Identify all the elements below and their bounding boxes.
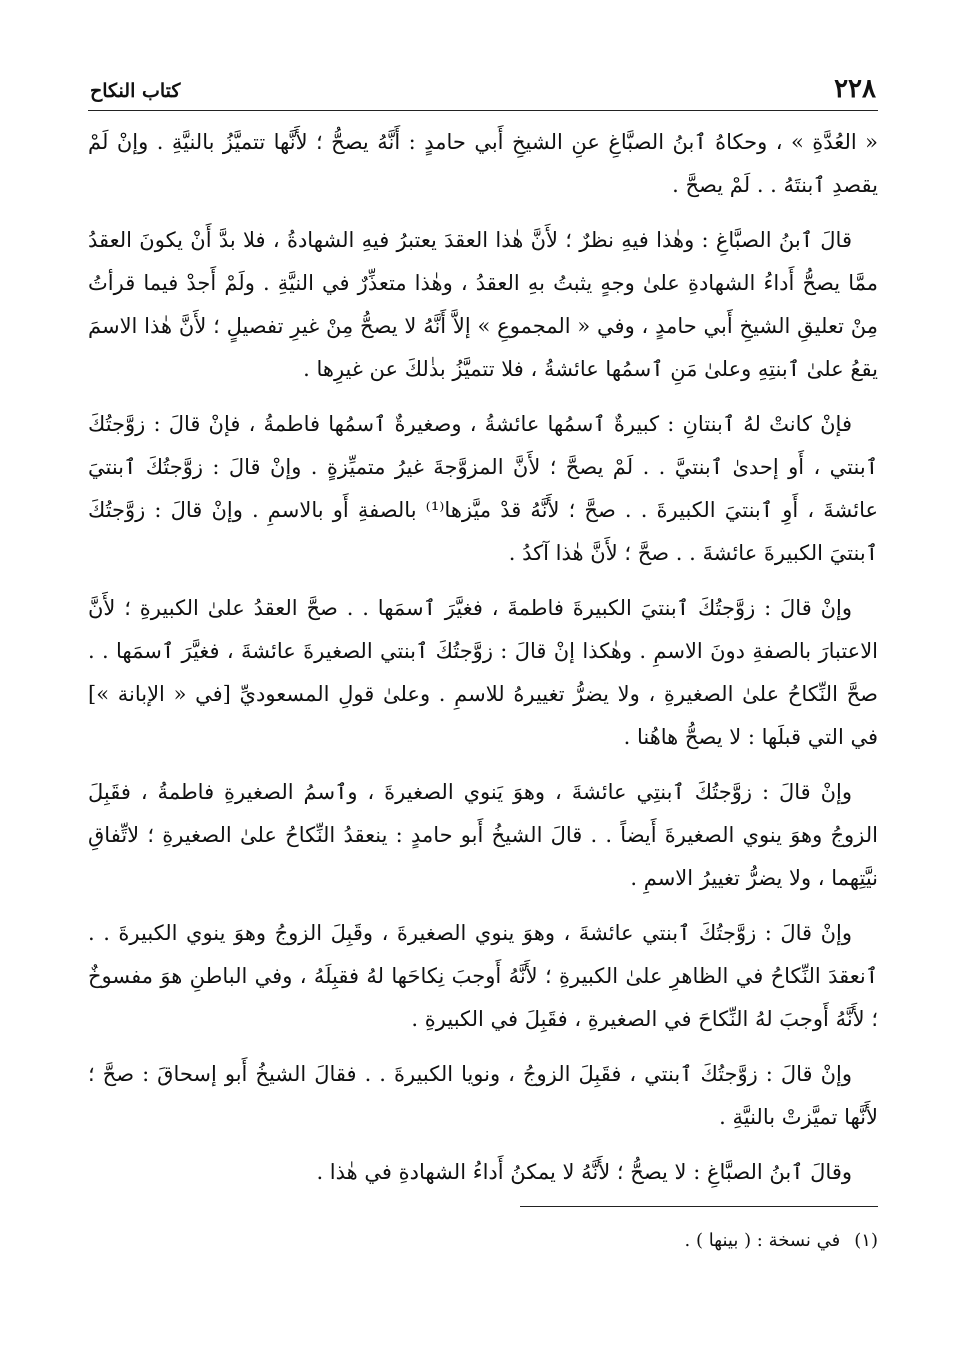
paragraph: فإنْ كانتْ لهُ ٱبنتانِ : كبيرةٌ ٱسمُها عائشةُ ، وصغيرةٌ ٱسمُها فاطمةُ ، فإنْ قالَ : زوَّجتُكَ ٱبنتي ، أَو إحدىٰ ٱبنتيَّ . . لَمْ يصحَّ ؛ لأَنَّ المزوَّجةَ غيرُ متميِّزةٍ . وإنْ قالَ : زوَّجتُكَ ٱبنتيَ عائشةَ ، أَوِ ٱبنتيَ الكبيرةَ . . صحَّ ؛ لأَنَّهُ قدْ ميَّزها⁽¹⁾ بالصفةِ أَو بالاسمِ . وإنْ قالَ : زوَّجتُكَ ٱبنتيَ الكبيرةَ عائشةَ . . صحَّ ؛ لأَنَّ هٰذا آكدُ . [88, 412, 878, 565]
footnote [88, 1227, 878, 1255]
footnote-divider [520, 1206, 878, 1207]
book-page [88, 70, 878, 1255]
paragraph: وإنْ قالَ : زوَّجتُكَ ٱبنتيَ الكبيرةَ فاطمةَ ، فغيَّرَ ٱسمَها . . صحَّ العقدُ علىٰ الكبيرةِ ؛ لأَنَّ الاعتبارَ بالصفةِ دونَ الاسمِ . وهٰكذا إنْ قالَ : زوَّجتُكَ ٱبنتي الصغيرةَ عائشةَ ، فغيَّرَ ٱسمَها . . صحَّ النِّكاحُ علىٰ الصغيرةِ ، ولا يضرُّ تغييرهُ للاسمِ . وعلىٰ قولِ المسعوديِّ [في « الإبانة »] في التي قبلَها : لا يصحُّ هاهُنا . [88, 596, 878, 749]
paragraph: « العُدَّةِ » ، وحكاهُ ٱبنُ الصبَّاغِ عنِ الشيخِ أَبي حامدٍ : أَنَّهُ يصحُّ ؛ لأَنَّها تتميَّزُ بالنيَّةِ . وإنْ لَمْ يقصدِ ٱبنتَهُ . . لَمْ يصحَّ . [88, 130, 878, 197]
paragraph: وإنْ قالَ : زوَّجتُكَ ٱبنتِي عائشةَ ، وهوَ يَنوي الصغيرةَ ، وٱسمُ الصغيرةِ فاطمةُ ، فقَبِلَ الزوجُ وهوَ ينوي الصغيرةَ أَيضاً . . قالَ الشيخُ أَبو حامدٍ : ينعقدُ النِّكاحُ علىٰ الصغيرةِ ؛ لاتِّفاقِ نيَّتِهما ، ولا يضرُّ تغييرُ الاسمِ . [88, 780, 878, 890]
main-text [88, 121, 878, 1194]
footnote-number: (١) [854, 1230, 878, 1251]
paragraph: وقالَ ٱبنُ الصبَّاغِ : لا يصحُّ ؛ لأَنَّهُ لا يمكنُ أَداءُ الشهادةِ في هٰذا . [316, 1160, 852, 1184]
paragraph: وإنْ قالَ : زوَّجتُكَ ٱبنتي عائشةَ ، وهوَ ينوي الصغيرةَ ، وقَبِلَ الزوجُ وهوَ ينوي الكبيرةَ . . ٱنعقدَ النِّكاحُ في الظاهرِ علىٰ الكبيرةِ ؛ لأَنَّهُ أَوجبَ نِكاحَها لهُ فقبِلَهُ ، وفي الباطنِ هوَ مفسوخٌ ؛ لأَنَّهُ أَوجبَ لهُ النِّكاحَ في الصغيرةِ ، فقَبِلَ في الكبيرةِ . [88, 921, 878, 1031]
paragraph: قالَ ٱبنُ الصبَّاغِ : وهٰذا فيهِ نظرٌ ؛ لأَنَّ هٰذا العقدَ يعتبرُ فيهِ الشهادةُ ، فلا بدَّ أَنْ يكونَ العقدُ ممَّا يصحُّ أَداءُ الشهادةِ علىٰ وجهٍ يثبتُ بهِ العقدُ ، وهٰذا متعذِّرٌ في النيَّةِ . ولَمْ أَجدْ فيما قرأتُ مِنْ تعليقِ الشيخِ أَبي حامدٍ ، وفي « المجموعِ » إلاَّ أَنَّهُ لا يصحُّ مِنْ غيرِ تفصيلٍ ؛ لأَنَّ هٰذا الاسمَ يقعُ علىٰ ٱبنتِهِ وعلىٰ مَنِ ٱسمُها عائشةُ ، فلا تتميَّزُ بذٰلكَ عن غيرِها . [88, 228, 878, 381]
footnote-text: في نسخة : ( بينها ) . [684, 1230, 841, 1251]
page-number: ٢٢٨ [834, 74, 876, 104]
running-title: كتاب النكاح [90, 80, 181, 102]
paragraph: وإنْ قالَ : زوَّجتُكَ ٱبنتي ، فقَبِلَ الزوجُ ، ونويا الكبيرةَ . . فقالَ الشيخُ أَبو إسحاقَ : صحَّ ؛ لأَنَّها تميَّزتْ بالنيَّةِ . [88, 1062, 878, 1129]
page-header [88, 70, 878, 111]
